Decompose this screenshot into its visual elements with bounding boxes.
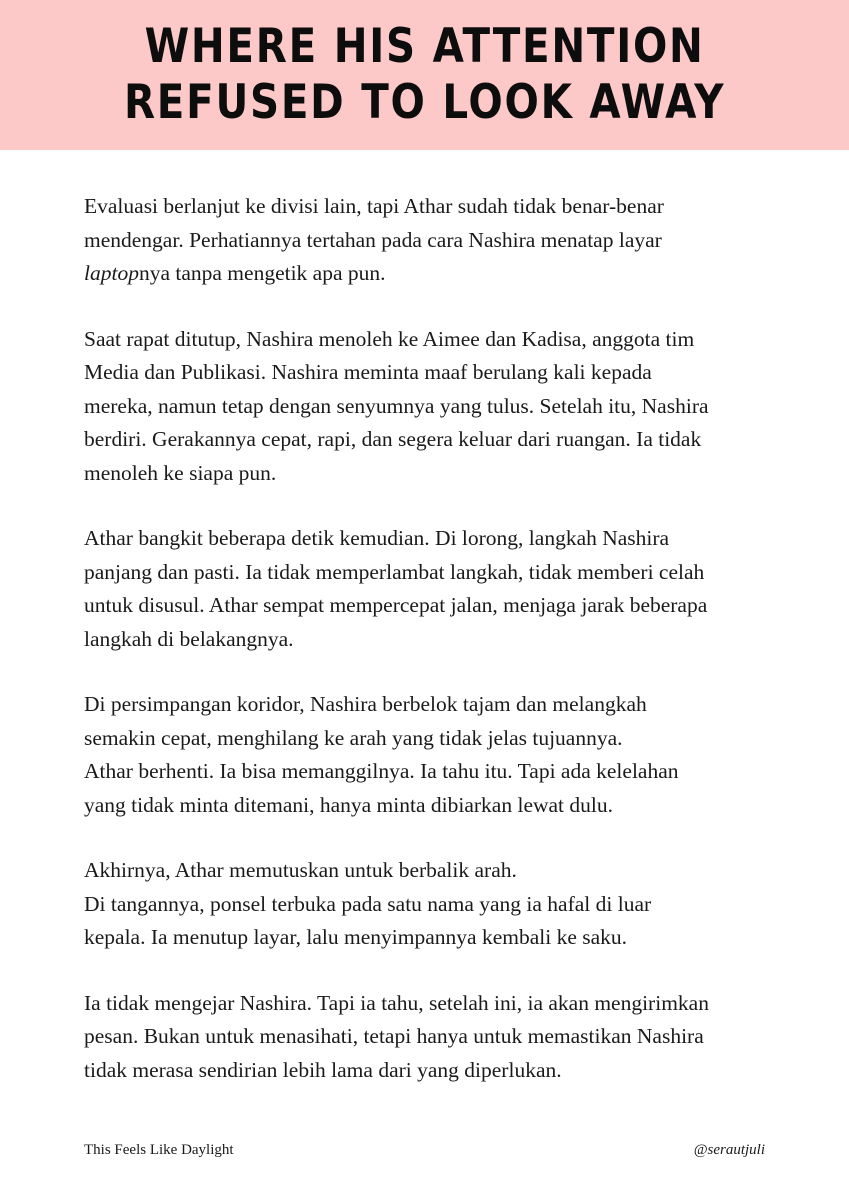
text-line: Media dan Publikasi. Nashira meminta maaf berulang kali kepada (84, 360, 652, 384)
paragraph-5 (84, 854, 784, 955)
author-handle: @serautjuli (693, 1142, 765, 1158)
text-line: mereka, namun tetap dengan senyumnya yang tulus. Setelah itu, Nashira (84, 393, 709, 418)
title-banner (0, 0, 849, 150)
text-line: Akhirnya, Athar memutuskan untuk berbalik arah. (84, 858, 517, 882)
text-line: yang tidak minta ditemani, hanya minta dibiarkan lewat dulu. (84, 792, 613, 817)
text-line: berdiri. Gerakannya cepat, rapi, dan segera keluar dari ruangan. Ia tidak (84, 427, 702, 451)
text-line: tidak merasa sendirian lebih lama dari yang diperlukan. (84, 1057, 562, 1082)
text-line: langkah di belakangnya. (84, 626, 294, 651)
text-line: Di tangannya, ponsel terbuka pada satu nama yang ia hafal di luar (84, 891, 652, 916)
text-line: kepala. Ia menutup layar, lalu menyimpannya kembali ke saku. (84, 925, 628, 949)
paragraph-1 (84, 190, 784, 291)
paragraph-3 (84, 522, 784, 656)
text-line: mendengar. Perhatiannya tertahan pada cara Nashira menatap layar (84, 227, 662, 252)
paragraph-4 (84, 688, 784, 822)
text-fragment: nya tanpa mengetik apa pun. (138, 261, 386, 285)
text-line (84, 257, 784, 291)
title-line-1: WHERE HIS ATTENTION (144, 19, 705, 74)
text-line: menoleh ke siapa pun. (84, 460, 277, 485)
paragraph-2 (84, 323, 784, 491)
story-body (84, 190, 784, 1119)
paragraph-6 (84, 987, 784, 1088)
text-line: panjang dan pasti. Ia tidak memperlambat langkah, tidak memberi celah (84, 559, 705, 584)
text-line: Saat rapat ditutup, Nashira menoleh ke Aimee dan Kadisa, anggota tim (84, 326, 695, 351)
text-line: Athar bangkit beberapa detik kemudian. Di lorong, langkah Nashira (84, 526, 670, 550)
text-line: semakin cepat, menghilang ke arah yang tidak jelas tujuannya. (84, 725, 623, 750)
text-line: Evaluasi berlanjut ke divisi lain, tapi Athar sudah tidak benar-benar (84, 194, 664, 218)
text-line: Di persimpangan koridor, Nashira berbelok tajam dan melangkah (84, 692, 647, 716)
text-line: untuk disusul. Athar sempat mempercepat jalan, menjaga jarak beberapa (84, 593, 708, 617)
italic-word: laptop (84, 261, 139, 285)
text-line: pesan. Bukan untuk menasihati, tetapi hanya untuk memastikan Nashira (84, 1024, 704, 1048)
text-line: Athar berhenti. Ia bisa memanggilnya. Ia tahu itu. Tapi ada kelelahan (84, 759, 679, 783)
book-title: This Feels Like Daylight (84, 1142, 234, 1158)
title-line-2: REFUSED TO LOOK AWAY (123, 75, 726, 130)
text-line: Ia tidak mengejar Nashira. Tapi ia tahu, setelah ini, ia akan mengirimkan (84, 990, 709, 1015)
